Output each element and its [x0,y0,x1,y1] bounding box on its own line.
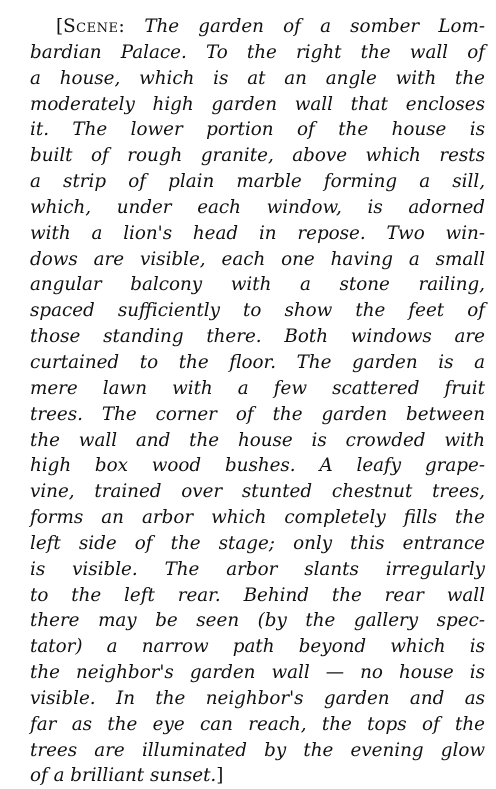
text-line: high box wood bushes. A leafy grape- [30,455,485,477]
text-line [30,14,485,40]
text-line: visible. In the neighbor's garden and as [30,687,485,709]
text-line: dows are visible, each one having a small [30,248,485,270]
text-line: the neighbor's garden wall — no house is [30,662,485,684]
text-line: angular balcony with a stone railing, [30,274,485,296]
text-line: bardian Palace. To the right the wall of [30,41,485,63]
open-bracket: [ [56,16,64,37]
close-bracket: ] [216,765,224,787]
text-line [30,763,485,789]
text-line: built of rough granite, above which rests [30,145,485,167]
text-line: there may be seen (by the gallery spec- [30,610,485,632]
text-line: is visible. The arbor slants irregularly [30,558,485,580]
text-line: far as the eye can reach, the tops of the [30,713,485,735]
text-line: which, under each window, is adorned [30,196,485,218]
scene-label: Scene: [63,16,126,37]
text-line: with a lion's head in repose. Two win- [30,222,485,244]
text-line: vine, trained over stunted chestnut trees, [30,481,485,503]
text-line: spaced sufficiently to show the feet of [30,300,485,322]
text-line: mere lawn with a few scattered fruit [30,377,485,399]
text-line: to the left rear. Behind the rear wall [30,584,485,606]
text-line: moderately high garden wall that encloses [30,93,485,115]
text-line: forms an arbor which completely fills the [30,507,485,529]
stage-direction-paragraph [30,14,485,789]
text-line: a strip of plain marble forming a sill, [30,171,485,193]
text-line: a house, which is at an angle with the [30,67,485,89]
text-line: trees. The corner of the garden between [30,403,485,425]
text-line: trees are illuminated by the evening glow [30,739,485,761]
line-text: The garden of a somber Lom- [144,16,486,37]
text-line: those standing there. Both windows are [30,326,485,348]
text-line: it. The lower portion of the house is [30,119,485,141]
text-line: tator) a narrow path beyond which is [30,636,485,658]
line-text: of a brilliant sunset. [30,765,217,787]
text-line: left side of the stage; only this entrance [30,532,485,554]
text-line: curtained to the floor. The garden is a [30,351,485,373]
text-line: the wall and the house is crowded with [30,429,485,451]
